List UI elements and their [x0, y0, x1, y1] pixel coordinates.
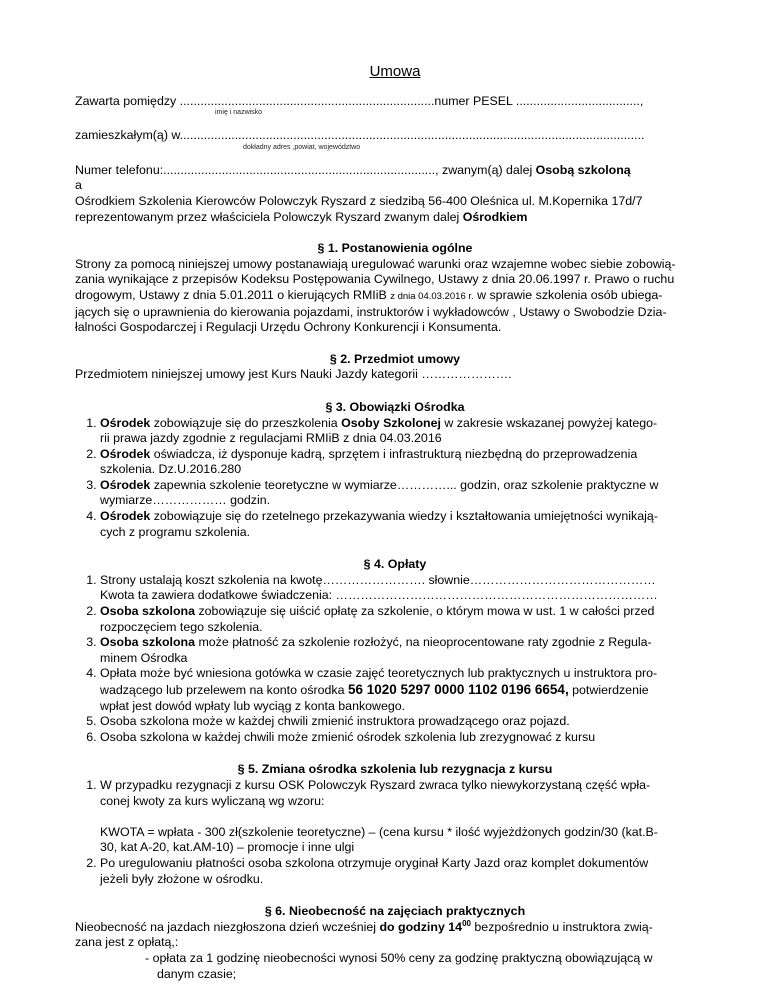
text: Kwota ta zawiera dodatkowe świadczenia: …………………………………………………………………… — [100, 588, 658, 603]
parties-section — [75, 94, 715, 226]
section-6-heading: § 6. Nieobecność na zajęciach praktycznych — [264, 904, 526, 919]
list-item — [100, 714, 715, 730]
list-item — [100, 478, 715, 509]
text: szkolenia. Dz.U.2016.280 — [100, 462, 242, 477]
pesel-field: numer PESEL ...................................., — [434, 93, 644, 108]
section-2-body: Przedmiotem niniejszej umowy jest Kurs Nauki Jazdy kategorii …………………. — [75, 367, 512, 382]
term: Osoba szkolona — [100, 604, 196, 619]
school-line: Ośrodkiem Szkolenia Kierowców Polowczyk Ryszard z siedzibą 56-400 Oleśnica ul. M.Kopernika 17d/7 — [75, 193, 643, 208]
hint-name: imię i nazwisko — [215, 109, 263, 117]
s1-line: jących się o uprawnienia do kierowania pojazdami, instruktorów i wykładowców , Ustawy o Swobodzie Dzia- — [75, 304, 667, 319]
text: Osoba szkolona w każdej chwili może zmienić ośrodek szkolenia lub zrezygnować z kursu — [100, 729, 596, 744]
list-item — [100, 635, 715, 666]
section-6-body — [75, 920, 715, 982]
s1-line: łalności Gospodarczej i Regulacji Urzędu Ochrony Konkurencji i Konsumenta. — [75, 320, 502, 335]
address-field: zamieszkałym(ą) w....................................................................................................................................... — [75, 128, 645, 143]
section-5-heading: § 5. Zmiana ośrodka szkolenia lub rezygnacja z kursu — [237, 762, 553, 777]
refund-formula: KWOTA = wpłata - 300 zł(szkolenie teoretyczne) – (cena kursu * ilość wyjeżdżonych godzin/30 (kat.B- — [100, 824, 658, 839]
text: zobowiązuje się do rzetelnego przekazywania wiedzy i kształtowania umiejętności wynikają- — [150, 509, 658, 524]
s1-text: drogowym, Ustawy z dnia 5.01.2011 o kierujących RMIiB — [75, 287, 391, 302]
list-item — [100, 778, 715, 856]
list-item — [100, 666, 715, 714]
list-item — [100, 856, 715, 887]
text: może płatność za szkolenie rozłożyć, na nieoprocentowane raty zgodnie z Regula- — [195, 635, 652, 650]
school-term: Ośrodkiem — [462, 209, 528, 224]
text: W przypadku rezygnacji z kursu OSK Polowczyk Ryszard zwraca tylko niewykorzystaną część wpła- — [100, 777, 651, 792]
dash-item: danym czasie; — [157, 966, 237, 981]
text: bezpośrednio u instruktora zwią- — [470, 919, 653, 934]
text: Osoba szkolona może w każdej chwili zmienić instruktora prowadzącego oraz pojazd. — [100, 714, 570, 729]
text: rii prawa jazdy zgodnie z regulacjami RMIiB z dnia 04.03.2016 — [100, 431, 442, 446]
term: Osoba szkolona — [100, 635, 196, 650]
s1-line — [75, 288, 715, 305]
superscript: 00 — [462, 918, 471, 928]
text: minem Ośrodka — [100, 650, 188, 665]
text: Strony ustalają koszt szkolenia na kwotę……………………. słownie……………………………………… — [100, 572, 656, 587]
dash-item: - opłata za 1 godzinę nieobecności wynosi 50% ceny za godzinę praktyczną obowiązującą w — [145, 950, 653, 965]
list-item — [100, 509, 715, 540]
document-page — [75, 0, 715, 982]
text: cych z programu szkolenia. — [100, 524, 251, 539]
text: zapewnia szkolenie teoretyczne w wymiarze…………... godzin, oraz szkolenie praktyczne w — [150, 477, 659, 492]
list-item — [100, 730, 715, 746]
text: rozpoczęciem tego szkolenia. — [100, 619, 263, 634]
list-item — [100, 604, 715, 635]
term: Ośrodek — [100, 509, 151, 524]
section-4-heading: § 4. Opłaty — [363, 557, 427, 572]
term: Ośrodek — [100, 415, 151, 430]
term: do godziny 14 — [379, 919, 463, 934]
s1-line: Strony za pomocą niniejszej umowy postanawiają uregulować warunki oraz wzajemne wobec siebie zobowią- — [75, 256, 676, 271]
section-2-heading: § 2. Przedmiot umowy — [329, 351, 461, 366]
conjunction: a — [75, 178, 82, 193]
term: Osoby Szkolonej — [341, 415, 441, 430]
parties-line-1 — [75, 94, 715, 110]
text: potwierdzenie — [568, 683, 649, 697]
text: w zakresie wskazanej powyżej katego- — [440, 415, 658, 430]
s1-line: zania wynikające z przepisów Kodeksu Postępowania Cywilnego, Ustawy z dnia 20.06.1997 r. Prawo o ruchu — [75, 272, 675, 287]
text: wymiarze……………… godzin. — [100, 493, 271, 508]
list-item — [100, 573, 715, 604]
text: Po uregulowaniu płatności osoba szkolona otrzymuje oryginał Karty Jazd oraz komplet dokumentów — [100, 855, 649, 870]
section-3-list — [75, 416, 715, 541]
section-3-heading: § 3. Obowiązki Ośrodka — [325, 399, 465, 414]
phone-field: Numer telefonu:..............................................................................., zwanym(ą) dalej — [75, 162, 536, 177]
s6-line: zana jest z opłatą,: — [75, 935, 179, 950]
text: oświadcza, iż dysponuje kadrą, sprzętem i infrastrukturą niezbędną do przeprowadzenia — [150, 446, 638, 461]
trainee-term: Osobą szkoloną — [535, 162, 631, 177]
s1-text: w sprawie szkolenia osób ubiega- — [473, 287, 663, 302]
term: Ośrodek — [100, 477, 151, 492]
text: wpłat jest dowód wpłaty lub wyciąg z konta bankowego. — [100, 698, 406, 713]
text: Nieobecność na jazdach niezgłoszona dzień wcześniej — [75, 919, 380, 934]
bank-account: 56 1020 5297 0000 1102 0196 6654, — [347, 682, 569, 697]
text: zobowiązuje się uiścić opłatę za szkolenie, o którym mowa w ust. 1 w całości przed — [195, 604, 655, 619]
text: wadzącego lub przelewem na konto ośrodka — [100, 683, 348, 697]
section-1-body — [75, 257, 715, 336]
section-4-list — [75, 573, 715, 746]
section-5-list — [75, 778, 715, 887]
list-item — [100, 416, 715, 447]
represented-text: reprezentowanym przez właściciela Polowczyk Ryszard zwanym dalej — [75, 209, 463, 224]
document-title: Umowa — [369, 63, 421, 80]
represented-line — [75, 210, 715, 226]
text: zobowiązuje się do przeszkolenia — [150, 415, 342, 430]
text: conej kwoty za kurs wyliczaną wg wzoru: — [100, 793, 325, 808]
section-1-heading: § 1. Postanowienia ogólne — [317, 241, 473, 256]
list-item — [100, 447, 715, 478]
term: Ośrodek — [100, 446, 151, 461]
refund-formula: 30, kat A-20, kat.AM-10) – promocje i inne ulgi — [100, 840, 355, 855]
s1-small-date: z dnia 04.03.2016 r. — [390, 290, 474, 302]
phone-line — [75, 163, 715, 179]
text: jeżeli były złożone w ośrodku. — [100, 871, 264, 886]
s6-line — [75, 920, 715, 936]
hint-address: dokładny adres ,powiat, województwo — [243, 143, 361, 151]
text: Opłata może być wniesiona gotówka w czasie zajęć teoretycznych lub praktycznych u instruktora pro- — [100, 666, 658, 681]
name-field: Zawarta pomiędzy .......................................................................... — [75, 93, 435, 108]
